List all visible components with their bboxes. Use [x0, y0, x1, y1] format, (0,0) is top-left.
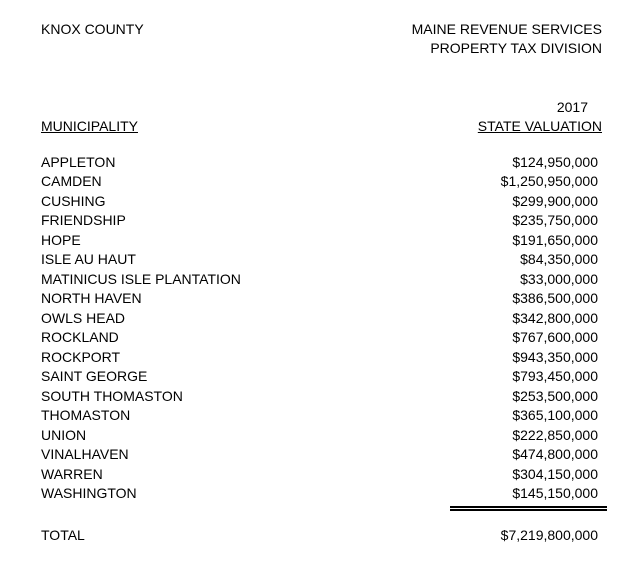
- valuation-value: $33,000,000: [520, 270, 598, 287]
- municipality-name: OWLS HEAD: [41, 309, 126, 326]
- valuation-value: $222,850,000: [512, 426, 598, 443]
- table-row: [0, 271, 635, 290]
- municipality-header: MUNICIPALITY: [41, 118, 138, 134]
- table-row: [0, 290, 635, 309]
- county-title: KNOX COUNTY: [41, 21, 144, 37]
- municipality-name: ROCKPORT: [41, 348, 121, 365]
- valuation-value: $124,950,000: [512, 154, 598, 170]
- municipality-name: NORTH HAVEN: [41, 290, 142, 307]
- municipality-name: SAINT GEORGE: [41, 368, 148, 385]
- valuation-value: $84,350,000: [520, 251, 598, 268]
- agency-division: PROPERTY TAX DIVISION: [430, 40, 602, 56]
- valuation-value: $253,500,000: [512, 387, 598, 404]
- table-row: [0, 212, 635, 231]
- municipality-name: CUSHING: [41, 192, 106, 209]
- table-row: [0, 193, 635, 212]
- table-row: [0, 407, 635, 426]
- table-row: [0, 446, 635, 465]
- valuation-value: $386,500,000: [512, 290, 598, 307]
- municipality-name: THOMASTON: [41, 407, 131, 424]
- municipality-name: ROCKLAND: [41, 329, 119, 346]
- valuation-value: $474,800,000: [512, 446, 598, 463]
- valuation-header: STATE VALUATION: [477, 118, 602, 134]
- valuation-value: $299,900,000: [512, 192, 598, 209]
- table-row: [0, 173, 635, 192]
- valuation-table: [0, 154, 635, 504]
- municipality-name: MATINICUS ISLE PLANTATION: [41, 270, 241, 287]
- municipality-name: WARREN: [41, 465, 103, 482]
- total-label: TOTAL: [41, 527, 85, 543]
- total-double-rule-top: [450, 506, 607, 508]
- table-row: [0, 388, 635, 407]
- total-value: $7,219,800,000: [500, 527, 598, 543]
- valuation-value: $235,750,000: [512, 212, 598, 229]
- valuation-value: $943,350,000: [512, 348, 598, 365]
- year-header: 2017: [556, 99, 588, 115]
- valuation-value: $191,650,000: [512, 231, 598, 248]
- table-row: [0, 310, 635, 329]
- table-row: [0, 368, 635, 387]
- table-row: [0, 329, 635, 348]
- table-row: [0, 427, 635, 446]
- valuation-value: $1,250,950,000: [500, 173, 598, 190]
- municipality-name: WASHINGTON: [41, 484, 137, 501]
- municipality-name: HOPE: [41, 231, 81, 248]
- municipality-name: APPLETON: [41, 154, 116, 170]
- valuation-value: $793,450,000: [512, 368, 598, 385]
- municipality-name: FRIENDSHIP: [41, 212, 126, 229]
- valuation-value: $304,150,000: [512, 465, 598, 482]
- valuation-value: $365,100,000: [512, 407, 598, 424]
- total-double-rule-bottom: [450, 509, 607, 511]
- valuation-value: $767,600,000: [512, 329, 598, 346]
- table-row: [0, 466, 635, 485]
- valuation-value: $145,150,000: [512, 484, 598, 501]
- valuation-value: $342,800,000: [512, 309, 598, 326]
- municipality-name: UNION: [41, 426, 87, 443]
- table-row: [0, 485, 635, 504]
- table-row: [0, 349, 635, 368]
- table-row: [0, 232, 635, 251]
- municipality-name: CAMDEN: [41, 173, 102, 190]
- agency-name: MAINE REVENUE SERVICES: [411, 21, 602, 37]
- municipality-name: VINALHAVEN: [41, 446, 129, 463]
- municipality-name: SOUTH THOMASTON: [41, 387, 183, 404]
- table-row: [0, 251, 635, 270]
- table-row: [0, 154, 635, 173]
- municipality-name: ISLE AU HAUT: [41, 251, 136, 268]
